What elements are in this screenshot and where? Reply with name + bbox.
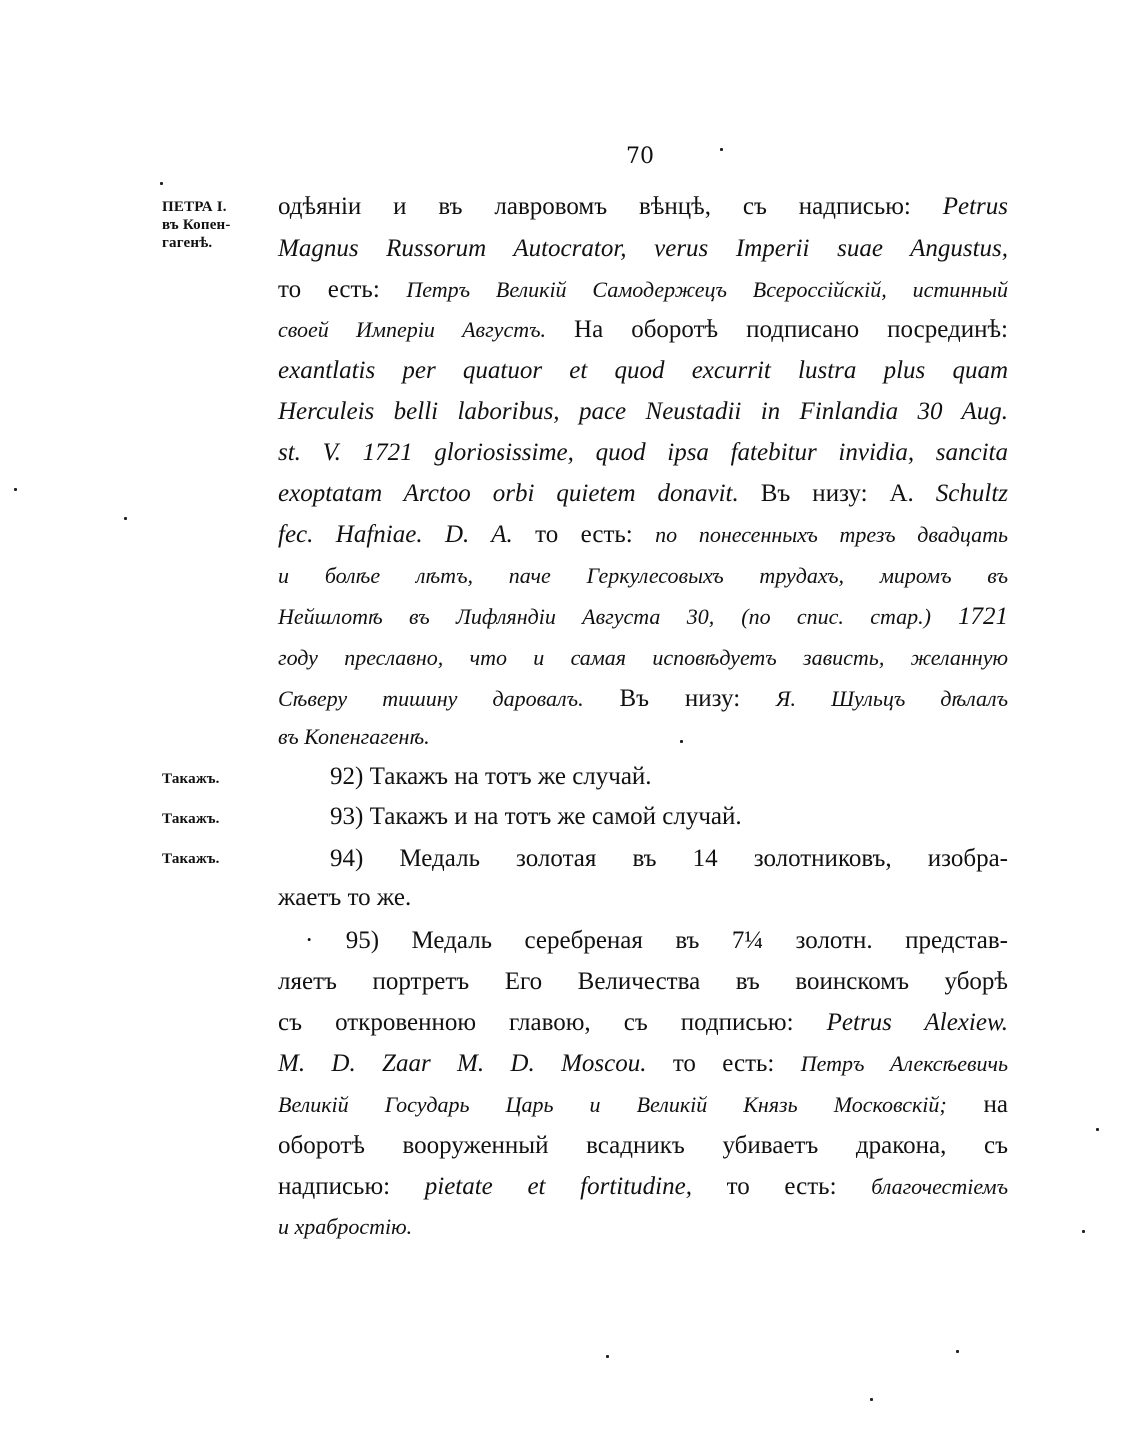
text-line: exantlatis per quatuor et quod excurrit lustra plus quam — [278, 357, 1008, 384]
text-span: то есть: — [672, 1050, 775, 1077]
slavonic-span: благочестіемъ — [871, 1174, 1008, 1199]
slavonic-span: своей Имперіи Августъ. — [278, 317, 547, 342]
margin-note-same-2: Такажъ. — [162, 811, 220, 827]
scan-speck — [720, 148, 723, 151]
latin-span: 1721 — [958, 603, 1009, 630]
latin-span: fec. Hafniae. D. A. — [278, 521, 513, 548]
text-span: Въ низу: — [619, 685, 741, 712]
text-line: Herculeis belli laboribus, pace Neustadii in Finlandia 30 Aug. — [278, 398, 1008, 425]
slavonic-span: по понесенныхъ трезъ двадцать — [655, 522, 1009, 547]
text-line — [278, 682, 1008, 716]
text-line — [278, 1047, 1008, 1081]
text-line: · 95) Медаль серебреная въ 7¼ золотн. представ- — [305, 927, 1008, 954]
text-line — [278, 1088, 1008, 1122]
text-line: 93) Такажъ и на тотъ же самой случай. — [330, 803, 742, 830]
latin-span: M. D. Zaar M. D. Moscou. — [278, 1050, 647, 1077]
text-span: На оборотѣ подписано посрединѣ: — [574, 316, 1008, 343]
text-line — [278, 518, 1008, 552]
text-line: ляетъ портретъ Его Величества въ воинскомъ уборѣ — [278, 968, 1008, 995]
text-line: и болѣе лѣтъ, паче Геркулесовыхъ трудахъ, миромъ въ — [278, 563, 1008, 588]
page-number: 70 — [626, 144, 654, 169]
text-line: 94) Медаль золотая въ 14 золотниковъ, изобра- — [330, 845, 1008, 872]
slavonic-span: Нейшлотѣ въ Лифляндіи Августа 30, — [278, 604, 715, 629]
latin-span: pietate et fortitudine, — [424, 1173, 692, 1200]
text-span: то есть: — [278, 276, 380, 303]
text-span: то есть: — [535, 521, 633, 548]
text-span: на — [983, 1091, 1008, 1118]
margin-note-same-3: Такажъ. — [162, 851, 220, 867]
text-line — [278, 477, 1008, 511]
text-line: году преславно, что и самая исповѣдуетъ зависть, желанную — [278, 645, 1008, 670]
text-line: жаетъ то же. — [278, 884, 412, 911]
slavonic-span: Петръ Алексѣевичь — [800, 1051, 1009, 1076]
slavonic-span: Сѣверу тишину даровалъ. — [278, 686, 584, 711]
text-line: и храбростію. — [278, 1214, 413, 1239]
scan-speck — [606, 1355, 609, 1358]
slavonic-span: Великій Государь Царь и Великій Князь Московскій; — [278, 1092, 947, 1117]
scan-speck — [956, 1350, 959, 1353]
text-line: въ Копенгагенѣ. — [278, 724, 430, 749]
text-span: Въ низу: A. — [760, 480, 914, 507]
text-span: то есть: — [726, 1173, 837, 1200]
margin-note-same-1: Такажъ. — [162, 771, 220, 787]
text-line — [278, 190, 1008, 224]
latin-span: exoptatam Arctoo orbi quietem donavit. — [278, 480, 739, 507]
scan-speck — [870, 1398, 873, 1401]
scan-speck — [14, 488, 17, 491]
text-span: надписью: — [278, 1173, 391, 1200]
margin-note-line: гагенѣ. — [162, 235, 213, 251]
slavonic-span: (по спис. стар.) — [741, 604, 931, 629]
latin-span: Petrus Alexiew. — [826, 1009, 1009, 1036]
text-line: st. V. 1721 gloriosissime, quod ipsa fatebitur invidia, sancita — [278, 439, 1008, 466]
margin-note-line: въ Копен- — [162, 217, 231, 233]
text-span: съ откровенною главою, съ подписью: — [278, 1009, 794, 1036]
scan-speck — [1096, 1128, 1099, 1131]
latin-span: Schultz — [935, 480, 1009, 507]
text-line — [278, 313, 1008, 347]
slavonic-span: Я. Шульцъ дѣлалъ — [776, 686, 1009, 711]
latin-span: Petrus — [942, 193, 1008, 220]
text-line: Magnus Russorum Autocrator, verus Imperii suae Angustus, — [278, 235, 1008, 262]
margin-note-line: ПЕТРА I. — [162, 199, 227, 215]
text-line — [278, 600, 1008, 634]
scan-speck — [1082, 1230, 1085, 1233]
text-line: оборотѣ вооруженный всадникъ убиваетъ дракона, съ — [278, 1132, 1008, 1159]
scan-speck — [160, 182, 163, 185]
text-line — [278, 273, 1008, 307]
text-line: 92) Такажъ на тотъ же случай. — [330, 763, 652, 790]
text-span: одѣяніи и въ лавровомъ вѣнцѣ, съ надписью: — [278, 193, 911, 220]
margin-note-peter — [162, 198, 272, 252]
text-line — [278, 1006, 1008, 1040]
slavonic-span: Петръ Великій Самодержецъ Всероссійскій, истинный — [406, 277, 1009, 302]
scan-speck — [680, 740, 683, 743]
text-line — [278, 1170, 1008, 1204]
scan-speck — [124, 517, 127, 520]
